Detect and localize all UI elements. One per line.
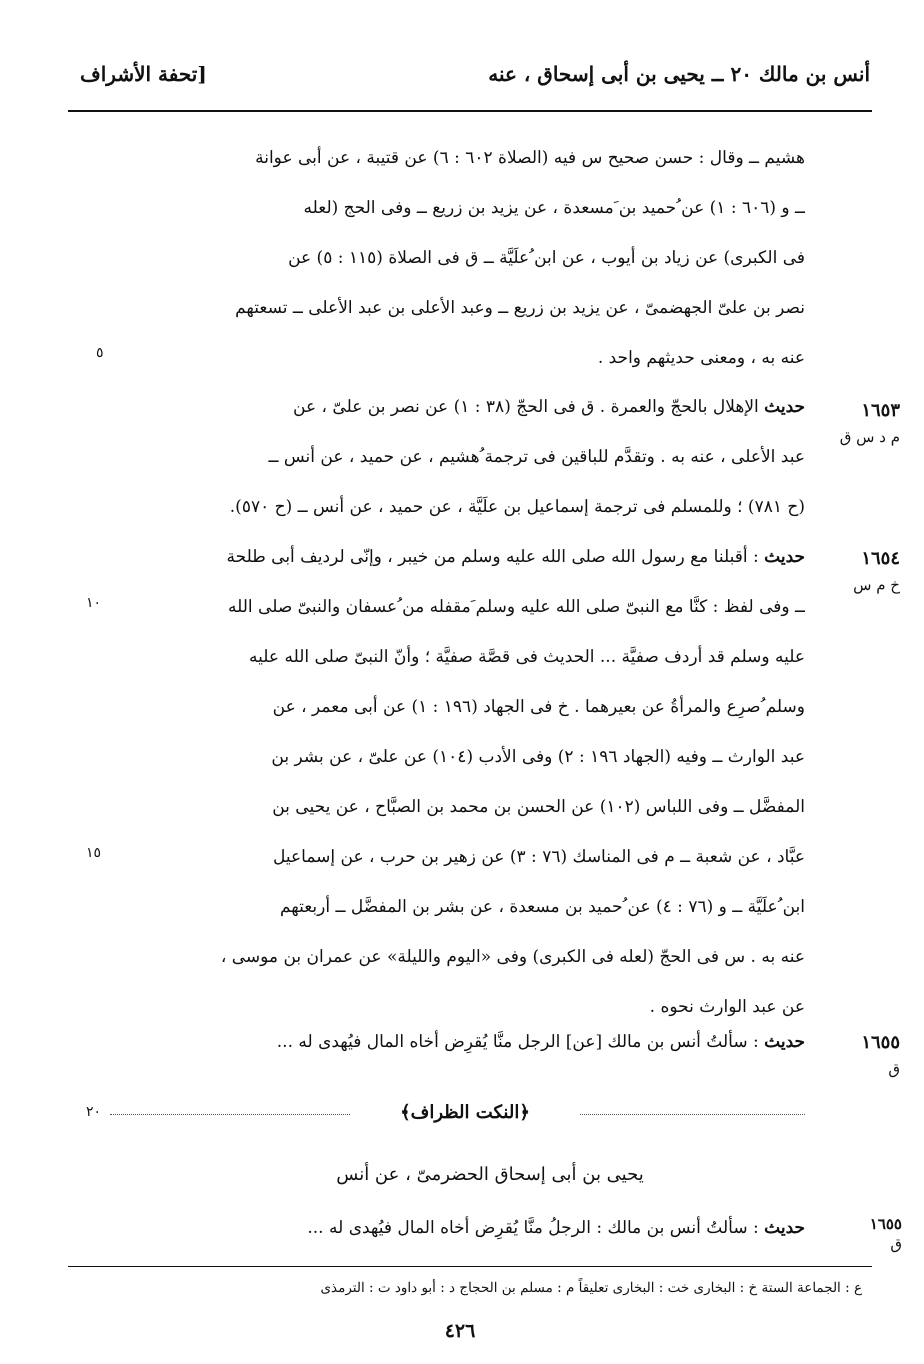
text-line: (ح ٧٨١) ؛ وللمسلم فى ترجمة إسماعيل بن علَيَّة ، عن حميد ، عن أنس ــ (ح ٥٧٠).: [229, 497, 805, 517]
text-line: حديث : سألتُ أنس بن مالك [عن] الرجل منَّا يُقرِض أخاه المال فيُهدى له ...: [276, 1032, 805, 1052]
text-line: عبد الأعلى ، عنه به . وتقدَّم للباقين فى ترجمة ُهشيم ، عن حميد ، عن أنس ــ: [268, 447, 805, 467]
text-line: عن عبد الوارث نحوه .: [649, 997, 805, 1017]
text-line: ــ وفى لفظ : كنَّا مع النبىّ صلى الله عليه وسلم َمقفله من ُعسفان والنبىّ صلى الله: [228, 597, 805, 617]
text-line: ــ و (٦٠٦ : ١) عن ُحميد بن َمسعدة ، عن يزيد بن زريع ــ وفى الحج (لعله: [303, 198, 805, 218]
line-number: ١٠: [86, 595, 102, 611]
text-line: حديث : سألتُ أنس بن مالك : الرجلُ منَّا يُقرِض أخاه المال فيُهدى له ...: [307, 1218, 805, 1238]
page-number: ٤٢٦: [444, 1320, 476, 1342]
text-line: نصر بن علىّ الجهضمىّ ، عن يزيد بن زريع ــ وعبد الأعلى بن عبد الأعلى ــ تسعتهم: [235, 298, 805, 318]
section-divider-left: [110, 1114, 350, 1115]
hadith-lead: حديث: [764, 1032, 805, 1052]
section-title: ﴿النكت الظراف﴾: [400, 1102, 530, 1123]
hadith-lead: حديث: [764, 397, 805, 417]
hadith-number: ١٦٥٣ م د س ق: [820, 398, 900, 450]
footer-rule: [68, 1266, 872, 1267]
text-line: عنه به ، ومعنى حديثهم واحد .: [597, 348, 805, 368]
section-divider-right: [580, 1114, 805, 1115]
hadith-entry: [115, 532, 805, 1032]
text-line: وسلم ُصرِع والمرأةُ عن بعيرهما . خ فى الجهاد (١٩٦ : ١) عن أبى معمر ، عن: [272, 697, 805, 717]
line-number: ٥: [96, 345, 104, 361]
text-line: عبَّاد ، عن شعبة ــ م فى المناسك (٧٦ : ٣) عن زهير بن حرب ، عن إسماعيل: [273, 847, 805, 867]
text-line: ُهشيم ــ وقال : حسن صحيح س فيه (الصلاة ٦٠٢ : ٦) عن قتيبة ، عن أبى عوانة: [255, 148, 805, 168]
hadith-sources: خ م س: [853, 576, 900, 594]
line-number: ٢٠: [86, 1104, 102, 1120]
hadith-number: ١٦٥٥ ق: [820, 1030, 900, 1082]
hadith-entry: [115, 382, 805, 532]
abbreviation-key: ع : الجماعة الستة خ : البخارى خت : البخارى تعليقاً م : مسلم بن الحجاج د : أبو داود ت : الترمذى: [320, 1280, 862, 1296]
hadith-sources: ق: [888, 1060, 900, 1078]
text-line: فى الكبرى) عن زياد بن أيوب ، عن ابن ُعلَيَّة ــ ق فى الصلاة (١١٥ : ٥) عن: [288, 248, 805, 268]
hadith-number: ١٦٥٤ خ م س: [820, 546, 900, 598]
hadith-sources: م د س ق: [839, 428, 900, 446]
running-header: [70, 62, 870, 102]
hadith-lead: حديث: [764, 1218, 805, 1238]
text-line: عليه وسلم قد أردف صفيَّة ... الحديث فى قصَّة صفيَّة ؛ وأنّ النبىّ صلى الله عليه: [249, 647, 805, 667]
hadith-entry: [115, 1017, 805, 1067]
hadith-sources: ق: [890, 1235, 902, 1253]
header-chapter: أنس بن مالك ٢٠ ــ يحيى بن أبى إسحاق ، عنه: [488, 62, 870, 86]
text-line: عنه به . س فى الحجّ (لعله فى الكبرى) وفى «اليوم والليلة» عن عمران بن موسى ،: [220, 947, 805, 967]
hadith-number: ١٦٥٥ ق: [822, 1214, 902, 1254]
text-line: ابن ُعلَيَّة ــ و (٧٦ : ٤) عن ُحميد بن مسعدة ، عن بشر بن المفضَّل ــ أربعتهم: [279, 897, 805, 917]
line-number: ١٥: [86, 845, 102, 861]
header-rule: [68, 110, 872, 112]
text-line: عبد الوارث ــ وفيه (الجهاد ١٩٦ : ٢) وفى الأدب (١٠٤) عن علىّ ، عن بشر بن: [271, 747, 805, 767]
hadith-lead: حديث: [764, 547, 805, 567]
nukat-entry: [115, 1203, 805, 1253]
header-book-title: [تحفة الأشراف: [80, 62, 207, 86]
subsection-heading: يحيى بن أبى إسحاق الحضرمىّ ، عن أنس: [336, 1164, 644, 1185]
text-line: حديث : أقبلنا مع رسول الله صلى الله عليه وسلم من خيبر ، وإنّى لرديف أبى طلحة: [226, 547, 805, 567]
text-line: المفضَّل ــ وفى اللباس (١٠٢) عن الحسن بن محمد بن الصبَّاح ، عن يحيى بن: [272, 797, 805, 817]
intro-paragraph: [115, 133, 805, 383]
text-line: حديث الإهلال بالحجّ والعمرة . ق فى الحجّ (٣٨ : ١) عن نصر بن علىّ ، عن: [293, 397, 805, 417]
